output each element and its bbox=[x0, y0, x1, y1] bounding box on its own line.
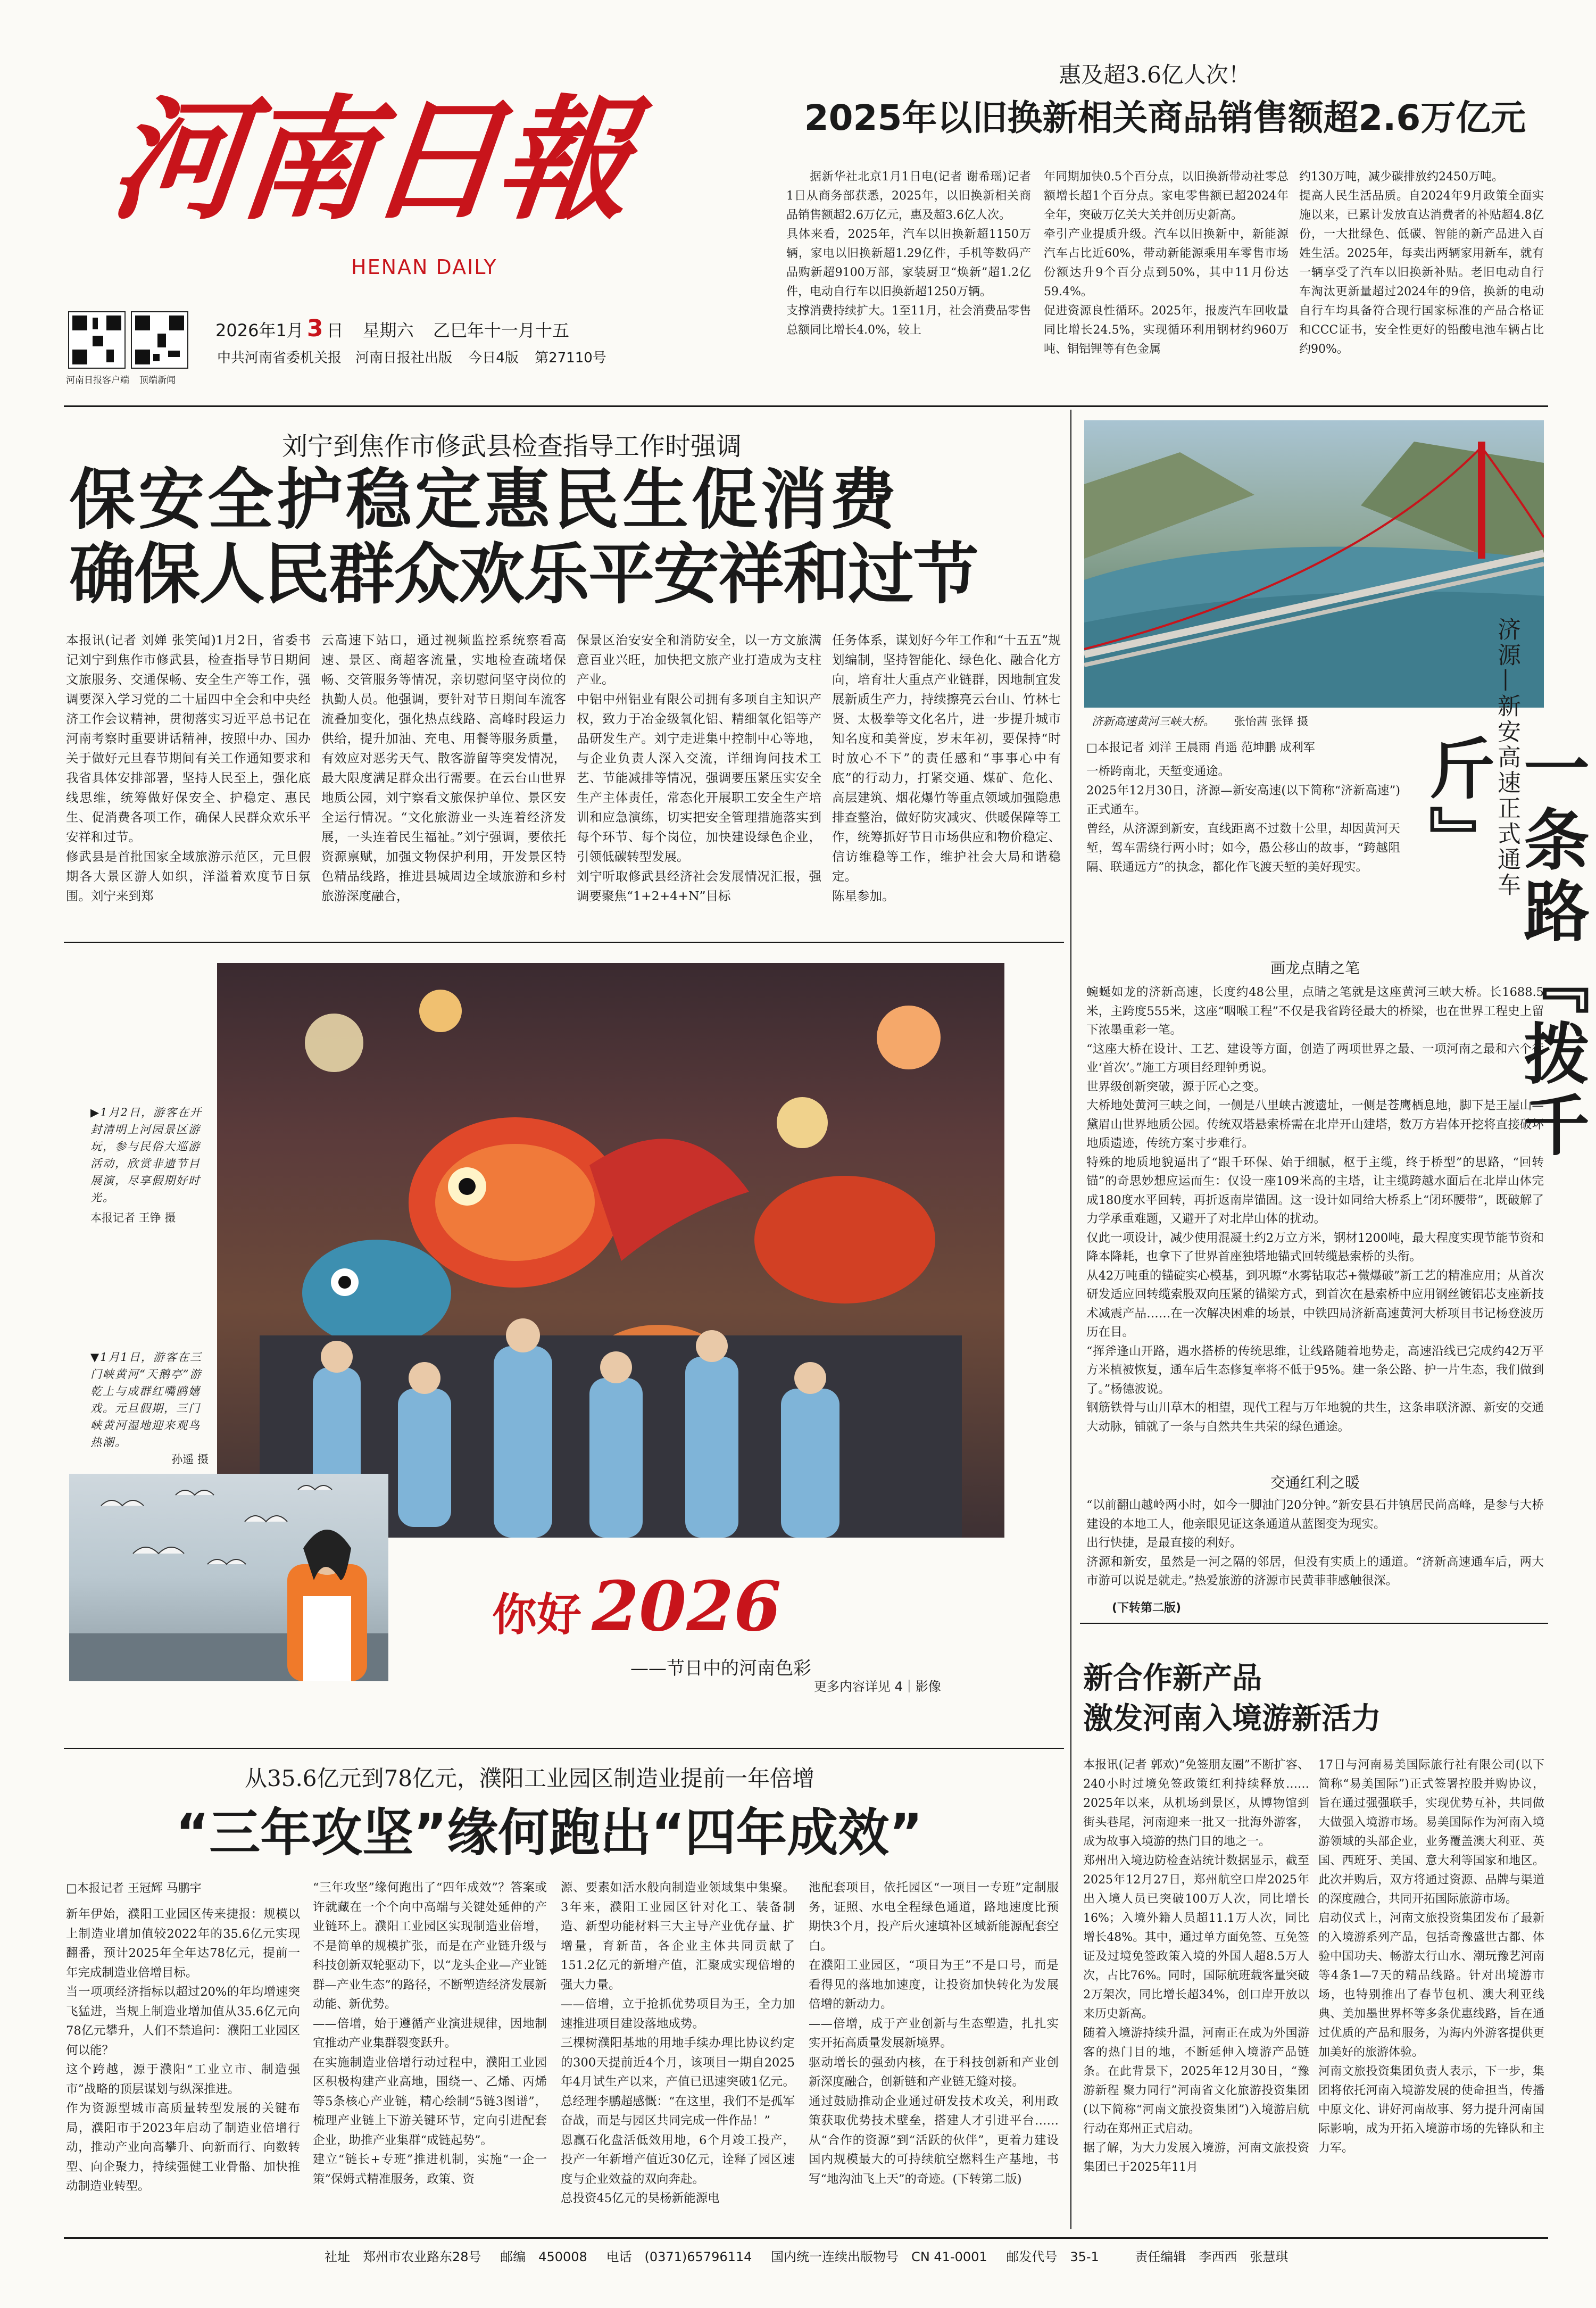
main-col-2 bbox=[321, 630, 566, 928]
road-subhead-1: 画龙点睛之笔 bbox=[1270, 959, 1360, 977]
road-vertical-kicker: 济源—新安高速正式通车 bbox=[1493, 617, 1520, 898]
puyang-col-1-text: 新年伊始，濮阳工业园区传来捷报：规模以上制造业增加值较2022年的35.6亿元实现翻番，预计2025年全年达78亿元，提前一年完成制造业倍增目标。 当一项项经济指标以超过20%的年均增速突飞猛进，当规上制造业增加值从35.6亿元向78亿元攀升，人们不禁追问：濮阳工业园区何以能？ 这个跨越，源于濮阳“工业立市、制造强市”战略的顶层谋划与纵深推进。 作为资源型城市高质量转型发展的关键布局，濮阳市于2023年启动了制造业倍增行动，推动产业向高攀升、向新而行、向数转型、向企聚力，持续强健工业骨骼、加快推动制造业转型。 bbox=[66, 1907, 300, 2193]
coop-col-2-text: 17日与河南易美国际旅行社有限公司(以下简称“易美国际”)正式签署控股并购协议，旨在通过强强联手，实现优势互补，共同做大做强入境游市场。易美国际作为河南入境游领域的头部企业，业务覆盖澳大利亚、英国、西班牙、美国、意大利等国家和地区。此次并购后，双方将通过资源、品牌与渠道的深度融合，共同开拓国际旅游市场。 启动仪式上，河南文旅投资集团发布了最新的入境游系列产品，包括奇豫盛世古都、体验中国功夫、畅游太行山水、潮玩豫艺河南等4条1—7天的精品线路。针对出境游市场，也特别推出了春节包机、澳大利亚线典、美加墨世界杯等多条优惠线路，旨在通过优质的产品和服务，为海内外游客提供更加美好的旅游体验。 河南文旅投资集团负责人表示，下一步，集团将依托河南入境游发展的使命担当，传播中原文化、讲好河南故事、努力提升河南国际影响，成为开拓入境游市场的先锋队和主力军。 bbox=[1318, 1758, 1544, 2155]
masthead-english: HENAN DAILY bbox=[351, 255, 497, 279]
photo-subtitle: ——节日中的河南色彩 bbox=[630, 1658, 811, 1679]
lead-col-1 bbox=[786, 168, 1031, 391]
column-separator bbox=[1070, 410, 1071, 2229]
main-col-4 bbox=[832, 630, 1061, 928]
footer-postcode: 邮编 450008 bbox=[500, 2249, 587, 2264]
photo-caption-1 bbox=[90, 1104, 209, 1226]
festival-photo-art bbox=[217, 963, 1004, 1538]
coop-col-2 bbox=[1318, 1756, 1544, 2224]
road-intro-text: 一桥跨南北，天堑变通途。 2025年12月30日，济源—新安高速(以下简称“济新高速”)正式通车。 曾经，从济源到新安，直线距离不过数十公里，却因黄河天堑，驾车需绕行两小时；如今，愚公移山的故事，“跨越阻隔、联通远方”的执念，都化作飞渡天堑的美好现实。 bbox=[1086, 765, 1400, 874]
coop-headline-1[interactable]: 新合作新产品 bbox=[1083, 1661, 1262, 1696]
main-col-4-text: 任务体系，谋划好今年工作和“十五五”规划编制，坚持智能化、绿色化、融合化方向，培育壮大重点产业链群，因地制宜发展新质生产力，持续擦亮云台山、竹林七贤、太极拳等文化名片，进一步提升城市知名度和美誉度，岁末年初，要保持“时时放心不下”的责任感和“事事心中有底”的行动力，打紧交通、煤矿、危化、高层建筑、烟花爆竹等重点领域加强隐患排查整治，做好防灾减灾、供暖保障等工作，统筹抓好节日市场供应和物价稳定、信访维稳等工作，维护社会大局和谐稳定。 陈星参加。 bbox=[832, 633, 1061, 903]
bridge-caption-text: 济新高速黄河三峡大桥。 bbox=[1092, 715, 1215, 728]
main-headline-2[interactable]: 确保人民群众欢乐平安祥和过节 bbox=[69, 536, 978, 613]
bridge-photo bbox=[1084, 420, 1544, 708]
page-count: 今日4版 bbox=[468, 350, 519, 366]
date-month: 2026年1月 bbox=[215, 320, 304, 341]
puyang-col-2 bbox=[313, 1878, 547, 2224]
road-body-2-text: “以前翻山越岭两小时，如今一脚油门20分钟。”新安县石井镇居民尚高峰，是参与大桥建设的本地工人，他亲眼见证这条通道从蓝图变为现实。 出行快捷，是最直接的利好。 济源和新安，虽然是一河之隔的邻居，但没有实质上的通道。“济新高速通车后，两大市游可以说是就走。”热爱旅游的济源市民黄菲菲感触很深。 bbox=[1086, 1498, 1544, 1588]
main-col-2-text: 云高速下站口，通过视频监控系统察看高速、景区、商超客流量，实地检查疏堵保畅、交管服务等情况，亲切慰问坚守岗位的执勤人员。他强调，要针对节日期间车流客流叠加变化，强化热点线路、高峰时段运力供给，提升加油、充电、用餐等服务质量，有效应对恶劣天气、散客游留等突发情况，最大限度满足群众出行需要。在云台山世界地质公园，刘宁察看文旅保护单位、景区安全运行情况。“文化旅游业一头连着经济发展，一头连着民生福祉。”刘宁强调，要依托资源禀赋，加强文物保护利用，开发景区特色精品线路，推进县城周边全域旅游和乡村旅游深度融合， bbox=[321, 633, 566, 903]
seagull-photo bbox=[69, 1474, 388, 1681]
hello-text: 你好 bbox=[492, 1589, 582, 1641]
photo-caption-1-text: ▶1月2日，游客在开封清明上河园景区游玩，参与民俗大巡游活动，欣赏非遗节目展演，尽享假期好时光。 bbox=[90, 1106, 202, 1204]
road-byline: □本报记者 刘洋 王晨雨 肖遥 范坤鹏 成利军 bbox=[1086, 741, 1315, 754]
coop-col-1-text: 本报讯(记者 郭欢)“免签朋友圈”不断扩容、240小时过境免签政策红利持续释放……2025年以来，从机场到景区，从博物馆到街头巷尾，河南迎来一批又一批海外游客，成为故事入境游的热门目的地之一。 郑州出入境边防检查站统计数据显示，截至2025年12月27日，郑州航空口岸2025年出入境人员已突破100万人次，同比增长16%；入境外籍人员超11.1万人次，同比增长48%。其中，通过单方面免签、互免签证及过境免签政策入境的外国人超8.5万人次，占比76%。同时，国际航班载客量突破2万架次，同比增长超34%，创口岸开放以来历史新高。 随着入境游持续升温，河南正在成为外国游客的热门目的地，不断延伸入境游产品链条。在此背景下，2025年12月30日，“豫游新程 聚力同行”河南省文化旅游投资集团(以下简称“河南文旅投资集团”)入境游启航行动在郑州正式启动。 据了解，为大力发展入境游，河南文旅投资集团已于2025年11月 bbox=[1083, 1758, 1309, 2174]
hello-2026-title bbox=[492, 1567, 781, 1647]
road-body-1-text: 蜿蜒如龙的济新高速，长度约48公里，点睛之笔就是这座黄河三峡大桥。长1688.5米，主跨度555米，这座“咽喉工程”不仅是我省跨径最大的桥梁，也在世界工程史上留下浓墨重彩一笔。 “这座大桥在设计、工艺、建设等方面，创造了两项世界之最、一项河南之最和六个行业‘首次’。”施工方项目经理钟勇说。 世界级创新突破，源于匠心之变。 大桥地处黄河三峡之间，一侧是八里峡古渡遗址，一侧是苍鹰栖息地，脚下是王屋山—黛眉山世界地质公园。传统双塔悬索桥需在北岸开山建塔，数万方岩体开挖将直接破坏地质遗迹，传统方案寸步难行。 特殊的地质地貌逼出了“跟千环保、始于细腻，枢于主缆，终于桥型”的思路，“回转锚”的奇思妙想应运而生：仅设一座109米高的主塔，让主缆跨越水面后在北岸山体完成180度水平回转，再折返南岸锚固。这一设计如同给大桥系上“闭环腰带”，既破解了力学承重难题，又避开了对北岸山体的扰动。 仅此一项设计，减少使用混凝土约2万立方米，钢材1200吨，最大程度实现节能节资和降本降耗，也拿下了世界首座独塔地锚式回转缆悬索桥的头衔。 从42万吨重的锚碇实心模基，到巩塬“水雾钻取芯+微爆破”新工艺的精准应用；从首次研发适应回转缆索股双向压紧的锚梁方式，到首次在悬索桥中应用钢丝镀铝芯支座新技术减震产品……在一次解决困难的场景，中铁四局济新高速黄河大桥项目书记杨登波历历在目。 “挥斧逢山开路，遇水搭桥的传统思维，让线路随着地势走，高速沿线已完成约42万平方米植被恢复，通车后生态修复率将不低于95%。建一条公路、护一片生态，我们做到了。”杨德波说。 钢筋铁骨与山川草木的相望，现代工程与万年地貌的共生，这条串联济源、新安的交通大动脉，铺就了一条与自然共生共荣的绿色通途。 bbox=[1086, 985, 1544, 1434]
puyang-col-3-text: 源、要素如活水般向制造业领域集中集聚。3年来，濮阳工业园区针对化工、装备制造、新型功能材料三大主导产业优存量、扩增量，育新苗，各企业主体共同贡献了151.2亿元的新增产值，汇聚成实现倍增的强大力量。 ——倍增，立于抢抓优势项目为王，全力加速推进项目建设落地成势。 三棵树濮阳基地的用地手续办理比协议约定的300天提前近4个月，该项目一期自2025年4月试生产以来，产值已迅速突破1亿元。总经理李鹏超感慨：“在这里，我们不是孤军奋战，而是与园区共同完成一件作品！” 恩赢石化盘活低效用地，6个月竣工投产，投产一年新增产值近30亿元，诠释了园区速度与企业效益的双向奔赴。 总投资45亿元的昊杨新能源电 bbox=[561, 1881, 795, 2205]
photo-caption-2 bbox=[90, 1349, 209, 1468]
date-day-suffix: 日 bbox=[326, 320, 344, 341]
coop-col-1 bbox=[1083, 1756, 1309, 2224]
photo-caption-2-text: ▼1月1日，游客在三门峡黄河“天鹅亭”游乾上与成群红嘴鸥嬉戏。元旦假期，三门峡黄河湿地迎来观鸟热潮。 bbox=[90, 1351, 202, 1449]
issue-number: 第27110号 bbox=[535, 350, 606, 366]
more-content-link[interactable]: 更多内容详见 4｜影像 bbox=[814, 1679, 941, 1694]
main-col-3-text: 保景区治安安全和消防安全，以一方文旅满意百业兴旺，加快把文旅产业打造成为支柱产业。 中铝中州铝业有限公司拥有多项自主知识产权，致力于冶金级氧化铝、精细氧化铝等产品研发生产。刘宁走进集中控制中心等地，与企业负责人深入交流，详细询问技术工艺、节能减排等情况，强调要压紧压实安全生产主体责任，常态化开展职工安全生产培训和应急演练，切实把安全管理措施落实到每个环节、每个岗位，加快建设绿色企业，引领低碳转型发展。 刘宁听取修武县经济社会发展情况汇报，强调要聚焦“1+2+4+N”目标 bbox=[577, 633, 821, 903]
road-intro bbox=[1086, 762, 1400, 959]
puyang-headline[interactable]: “三年攻坚”缘何跑出“四年成效” bbox=[176, 1803, 923, 1863]
main-col-1 bbox=[66, 630, 311, 928]
qr-code-news[interactable] bbox=[131, 311, 188, 369]
lead-headline[interactable]: 2025年以旧换新相关商品销售额超2.6万亿元 bbox=[804, 97, 1526, 138]
photo-caption-2-credit: 孙遥 摄 bbox=[171, 1453, 209, 1466]
puyang-divider bbox=[64, 1748, 1064, 1749]
qr-label-news: 顶端新闻 bbox=[139, 375, 176, 386]
publisher: 中共河南省委机关报 河南日报社出版 bbox=[217, 350, 453, 366]
footer-address: 社址 郑州市农业路东28号 bbox=[325, 2249, 481, 2264]
main-divider bbox=[64, 942, 1064, 943]
seagull-photo-art bbox=[69, 1474, 388, 1681]
qr-code-app[interactable] bbox=[68, 311, 126, 369]
puyang-col-2-text: “三年攻坚”缘何跑出了“四年成效”？答案或许就藏在一个个向中高端与关键处延伸的产业链环上。濮阳工业园区实现制造业倍增，不是简单的规模扩张，而是在产业链升级与科技创新双轮驱动下，以“龙头企业—产业链群—产业生态”的路径，不断塑造经济发展新动能、新优势。 ——倍增，始于遵循产业演进规律，因地制宜推动产业集群裂变跃升。 在实施制造业倍增行动过程中，濮阳工业园区积极构建产业高地，围绕一、乙烯、丙烯等5条核心产业链，精心绘制“5链3图谱”，梳理产业链上下游关键环节，定向引进配套企业，助推产业集群“成链起势”。 建立“链长+专班”推进机制，实施“一企一策”保姆式精准服务，政策、资 bbox=[313, 1881, 547, 2186]
coop-headline-2[interactable]: 激发河南入境游新活力 bbox=[1083, 1701, 1381, 1736]
right-divider bbox=[1080, 1623, 1548, 1624]
year-text: 2026 bbox=[592, 1567, 782, 1647]
road-subhead-2: 交通红利之暖 bbox=[1086, 1471, 1544, 1492]
weekday: 星期六 bbox=[362, 320, 414, 341]
footer bbox=[325, 2246, 1288, 2265]
bridge-photo-art bbox=[1084, 420, 1544, 708]
date-line bbox=[215, 315, 569, 342]
puyang-col-1 bbox=[66, 1905, 300, 2224]
footer-rule bbox=[64, 2237, 1548, 2239]
main-headline-1[interactable]: 保安全护稳定惠民生促消费 bbox=[69, 462, 900, 538]
lunar-date: 乙巳年十一月十五 bbox=[433, 320, 569, 341]
puyang-col-4 bbox=[809, 1878, 1059, 2224]
puyang-kicker: 从35.6亿元到78亿元，濮阳工业园区制造业提前一年倍增 bbox=[245, 1765, 814, 1791]
header-divider bbox=[64, 405, 1548, 407]
qr-label-app: 河南日报客户端 bbox=[66, 375, 129, 386]
footer-phone: 电话 (0371)65796114 bbox=[606, 2249, 752, 2264]
puyang-col-4-text: 池配套项目，依托园区“一项目一专班”定制服务，证照、水电全程绿色通道，路地速度比预期快3个月，投产后火速填补区域新能源配套空白。 在濮阳工业园区，“项目为王”不是口号，而是看得见的落地加速度，让投资加快转化为发展倍增的新动力。 ——倍增，成于产业创新与生态塑造，扎扎实实开拓高质量发展新境界。 驱动增长的强劲内核，在于科技创新和产业创新深度融合，创新链和产业链无缝对接。 通过鼓励推动企业通过研发技术攻关，利用政策获取优势技术壁垒，搭建人才引进平台……从“合作的资源”到“活跃的伙伴”，更着力建设国内规模最大的可持续航空燃料生产基地，书写“地沟油飞上天”的奇迹。(下转第二版) bbox=[809, 1881, 1059, 2186]
festival-photo bbox=[217, 963, 1004, 1538]
date-day: 3 bbox=[306, 315, 323, 342]
footer-editors: 责任编辑 李西西 张慧琪 bbox=[1135, 2249, 1289, 2264]
footer-cn: 国内统一连续出版物号 CN 41-0001 bbox=[771, 2249, 987, 2264]
road-body-2 bbox=[1086, 1496, 1544, 1603]
lead-kicker: 惠及超3.6亿人次！ bbox=[1059, 62, 1251, 88]
puyang-col-3 bbox=[561, 1878, 795, 2224]
lead-col-3-text: 约130万吨，减少碳排放约2450万吨。 提高人民生活品质。自2024年9月政策全面实施以来，已累计发放直达消费者的补贴超4.8亿份，一大批绿色、低碳、智能的新产品进入百姓生活。2025年，每卖出两辆家用新车，就有一辆享受了汽车以旧换新补贴。老旧电动自行车淘汰更新量超过2024年的9倍，换新的电动自行车均具备符合现行国家标准的产品合格证和CCC证书，安全性更好的铅酸电池车辆占比约90%。 bbox=[1299, 170, 1544, 356]
publisher-line bbox=[217, 347, 606, 367]
bridge-photo-caption bbox=[1092, 713, 1390, 730]
main-col-3 bbox=[577, 630, 821, 928]
bridge-caption-credit: 张怡茜 张铎 摄 bbox=[1234, 715, 1309, 728]
footer-mail: 邮发代号 35-1 bbox=[1006, 2249, 1099, 2264]
masthead-title: 河南日報 bbox=[103, 81, 635, 238]
road-vertical-headline[interactable]: 一条路『拨千斤』 bbox=[1418, 734, 1589, 1162]
lead-col-1-text: 据新华社北京1月1日电(记者 谢希瑶)记者1日从商务部获悉，2025年，以旧换新相关商品销售额超2.6万亿元，惠及超3.6亿人次。 具体来看，2025年，汽车以旧换新超1150万辆，家电以旧换新超1.29亿件，手机等数码产品购新超9100万部，家装厨卫“焕新”超1.2亿件，电动自行车以旧换新超1250万辆。 支撑消费持续扩大。1至11月，社会消费品零售总额同比增长4.0%，较上 bbox=[786, 170, 1031, 337]
main-col-1-text: 本报讯(记者 刘婵 张笑闻)1月2日，省委书记刘宁到焦作市修武县，检查指导节日期间文旅服务、交通保畅、安全生产等工作，强调要深入学习党的二十届四中全会和中央经济工作会议精神，贯彻落实习近平总书记在河南考察时重要讲话精神，按照中办、国办关于做好元旦春节期间有关工作通知要求和我省具体安排部署，坚持人民至上，强化底线思维，统筹做好保安全、护稳定、惠民生、促消费各项工作，确保人民群众欢乐平安祥和过节。 修武县是首批国家全域旅游示范区，元旦假期各大景区游人如织，洋溢着欢度节日氛围。刘宁来到郑 bbox=[66, 633, 311, 903]
photo-caption-1-credit: 本报记者 王铮 摄 bbox=[90, 1211, 176, 1224]
lead-col-2-text: 年同期加快0.5个百分点，以旧换新带动社零总额增长超1个百分点。家电零售额已超2024年全年，突破万亿关大关并创历史新高。 牵引产业提质升级。汽车以旧换新中，新能源汽车占比近60%，带动新能源乘用车零售市场份额达升9个百分点到50%，其中11月份达59.4%。 促进资源良性循环。2025年，报废汽车回收量同比增长24.5%，实现循环利用钢材约960万吨、铜铝锂等有色金属 bbox=[1044, 170, 1289, 356]
lead-col-2 bbox=[1044, 168, 1289, 391]
lead-col-3 bbox=[1299, 168, 1544, 391]
road-continued[interactable]: (下转第二版) bbox=[1112, 1601, 1182, 1615]
puyang-byline: □本报记者 王冠辉 马鹏宇 bbox=[66, 1882, 202, 1895]
main-kicker: 刘宁到焦作市修武县检查指导工作时强调 bbox=[282, 431, 742, 461]
